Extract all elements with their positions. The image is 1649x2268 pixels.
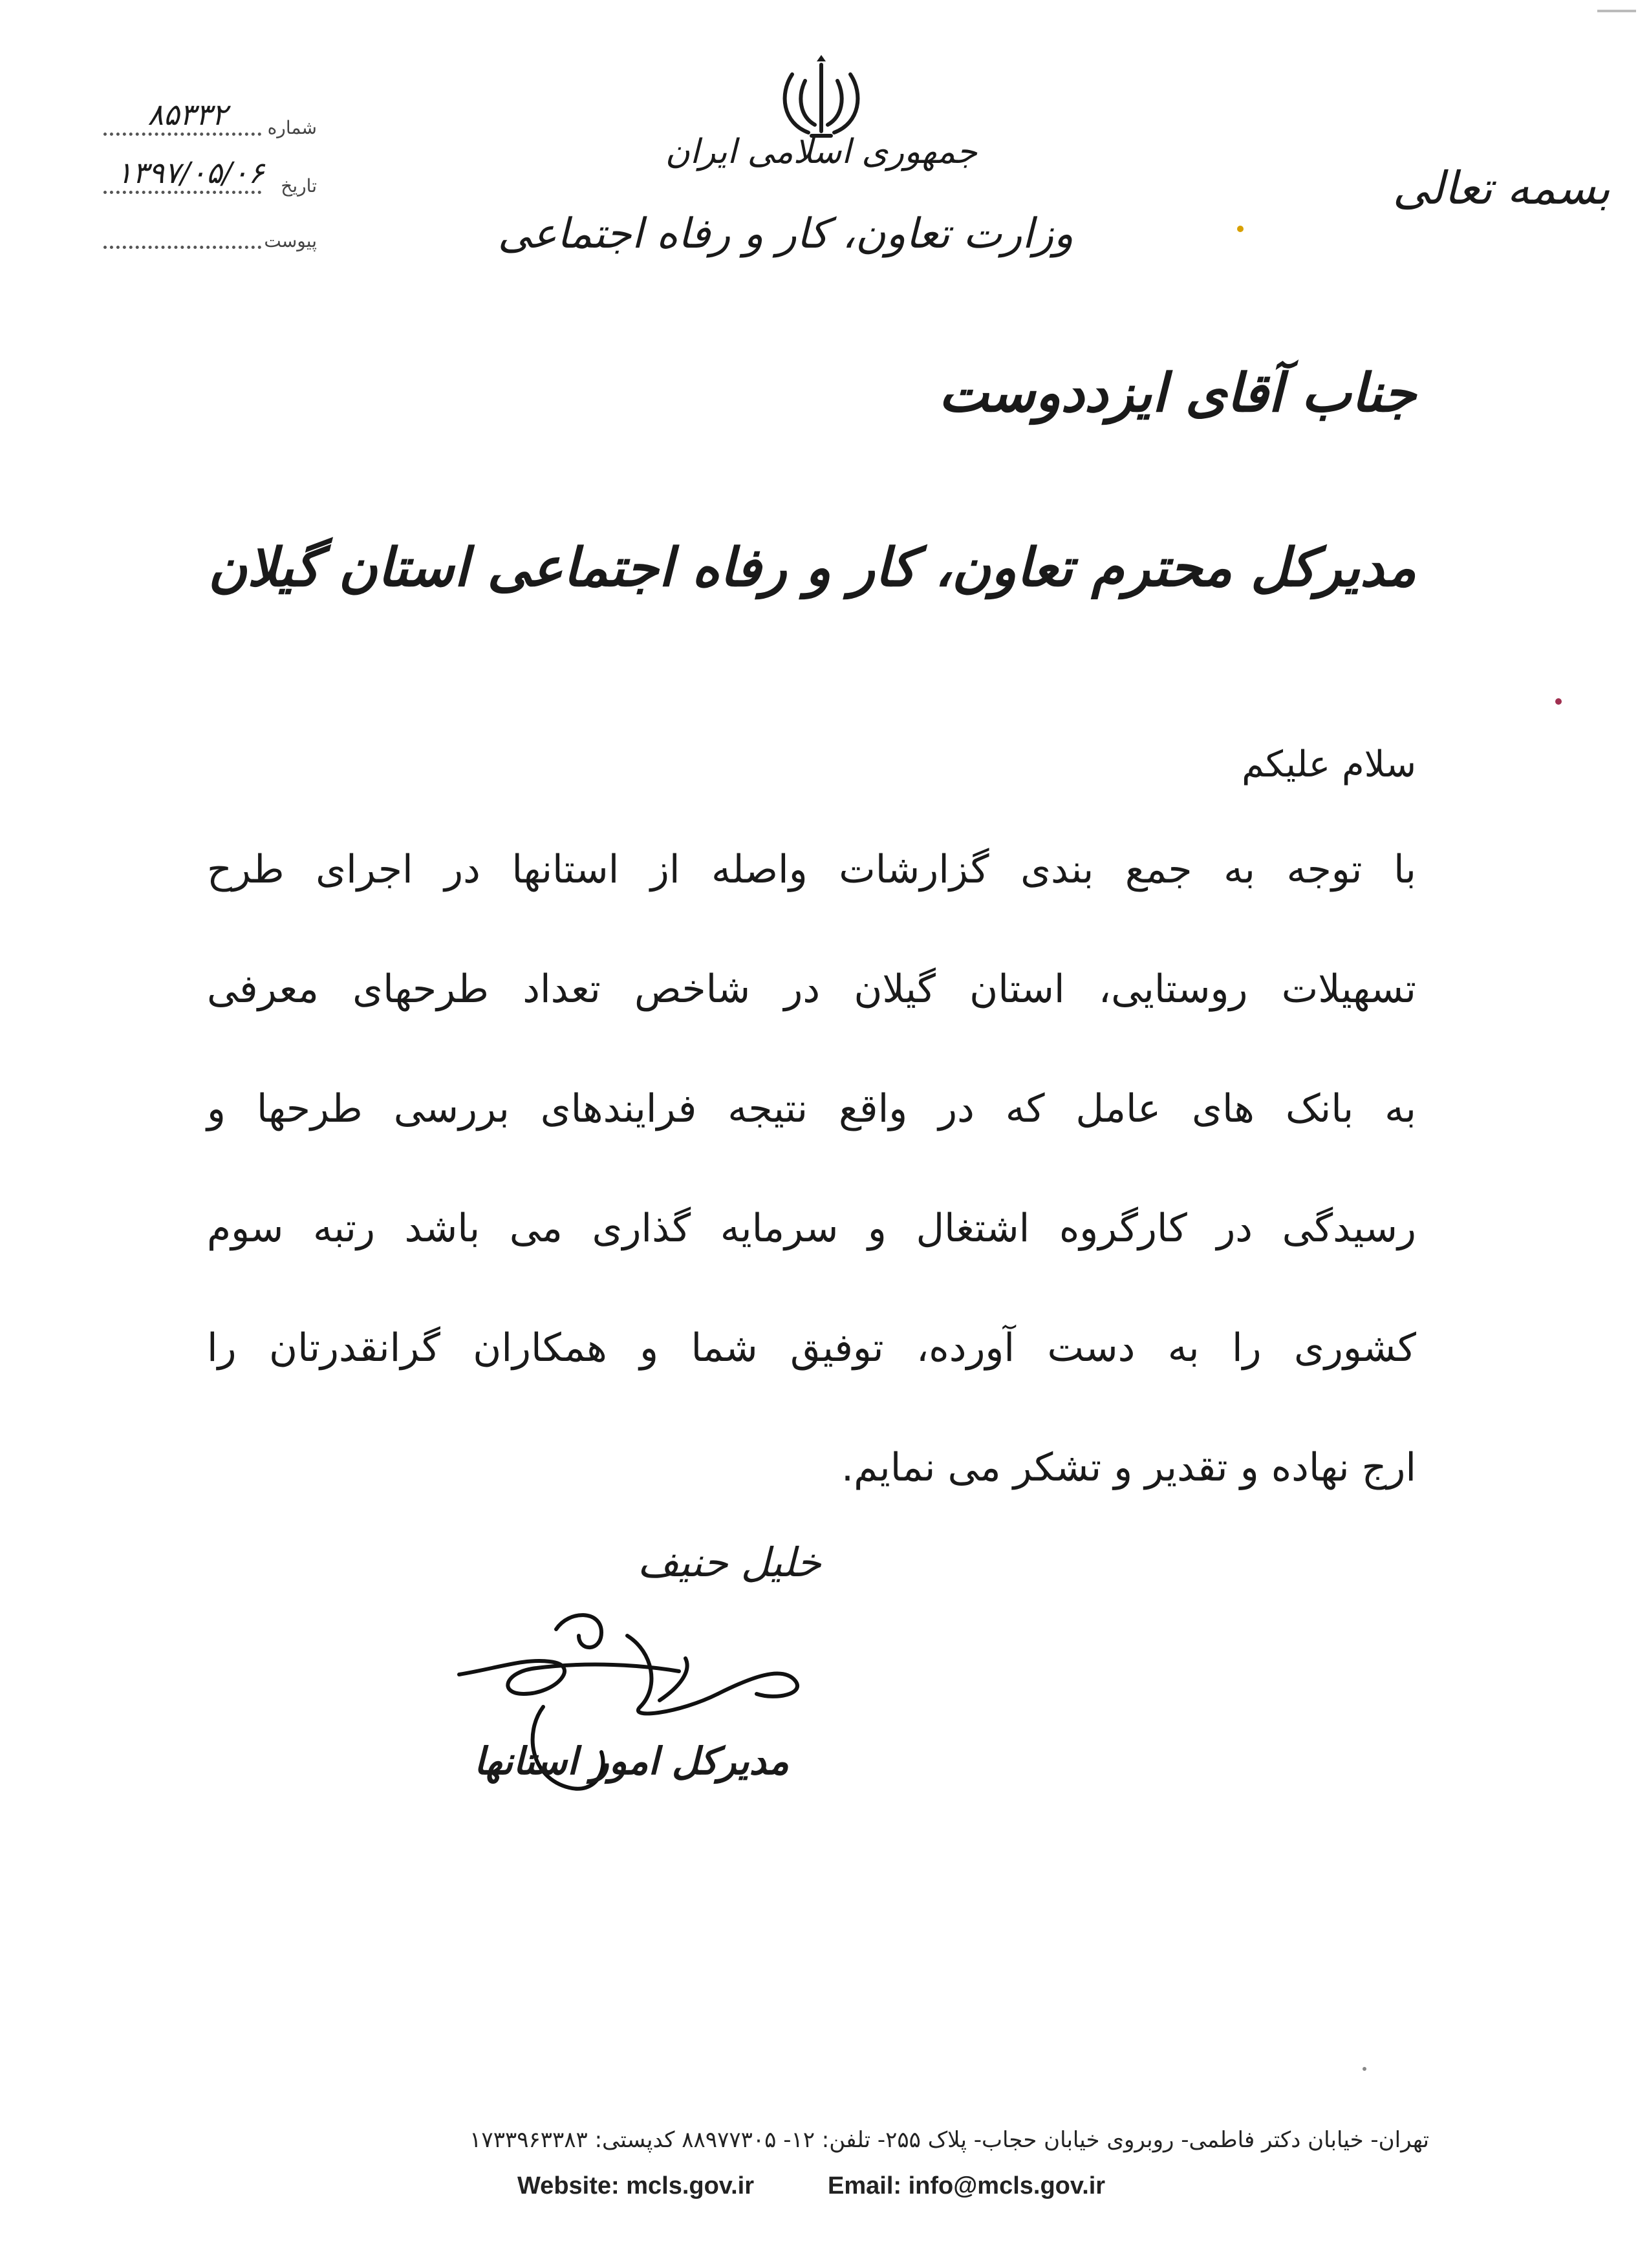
reference-date-row <box>97 155 317 200</box>
body-line: کشوری را به دست آورده، توفیق شما و همکاران گرانقدرتان را <box>207 1325 1416 1371</box>
recipient-position: مدیرکل محترم تعاون، کار و رفاه اجتماعی استان گیلان <box>208 537 1416 599</box>
greeting: سلام علیکم <box>1242 744 1416 786</box>
ministry-name: وزارت تعاون، کار و رفاه اجتماعی <box>497 210 1073 258</box>
body-line: رسیدگی در کارگروه اشتغال و سرمایه گذاری می باشد رتبه سوم <box>207 1206 1416 1251</box>
body-line: به بانک های عامل که در واقع نتیجه فرایندهای بررسی طرحها و <box>207 1086 1416 1131</box>
signer-name: خلیل حنیف <box>637 1539 821 1586</box>
dotted-line <box>103 191 261 194</box>
reference-number-row <box>97 97 317 142</box>
dotted-line <box>103 246 261 249</box>
reference-attachment-label: پیوست <box>264 230 317 251</box>
reference-number-label: شماره <box>267 117 317 138</box>
letter-body <box>207 834 1416 1552</box>
dotted-line <box>103 133 261 136</box>
body-line: ارج نهاده و تقدیر و تشکر می نمایم. <box>841 1445 1416 1490</box>
recipient-title: جناب آقای ایزددوست <box>938 362 1416 424</box>
bismillah-heading: بسمه تعالی <box>1392 162 1610 215</box>
body-line: تسهیلات روستایی، استان گیلان در شاخص تعداد طرحهای معرفی <box>207 967 1416 1012</box>
reference-date-label: تاریخ <box>281 175 317 197</box>
reference-number-value: ۸۵۳۳۲ <box>147 97 228 132</box>
reference-date-value: ۱۳۹۷/۰۵/۰۶ <box>116 155 264 190</box>
footer-website[interactable]: Website: mcls.gov.ir <box>517 2172 755 2199</box>
emblem-icon <box>773 55 870 145</box>
signer-title: مدیرکل امور استانها <box>473 1739 789 1783</box>
body-line: با توجه به جمع بندی گزارشات واصله از استانها در اجرای طرح <box>207 847 1416 892</box>
footer-email[interactable]: Email: info@mcls.gov.ir <box>828 2172 1106 2199</box>
reference-attachment-row <box>97 210 317 255</box>
government-name: جمهوری اسلامی ایران <box>665 133 978 171</box>
footer-address: تهران- خیابان دکتر فاطمی- روبروی خیابان حجاب- پلاک ۲۵۵- تلفن: ۱۲- ۸۸۹۷۷۳۰۵ کدپستی: ۱۷۳۳۹۶۳۳۸۳ <box>469 2127 1429 2153</box>
